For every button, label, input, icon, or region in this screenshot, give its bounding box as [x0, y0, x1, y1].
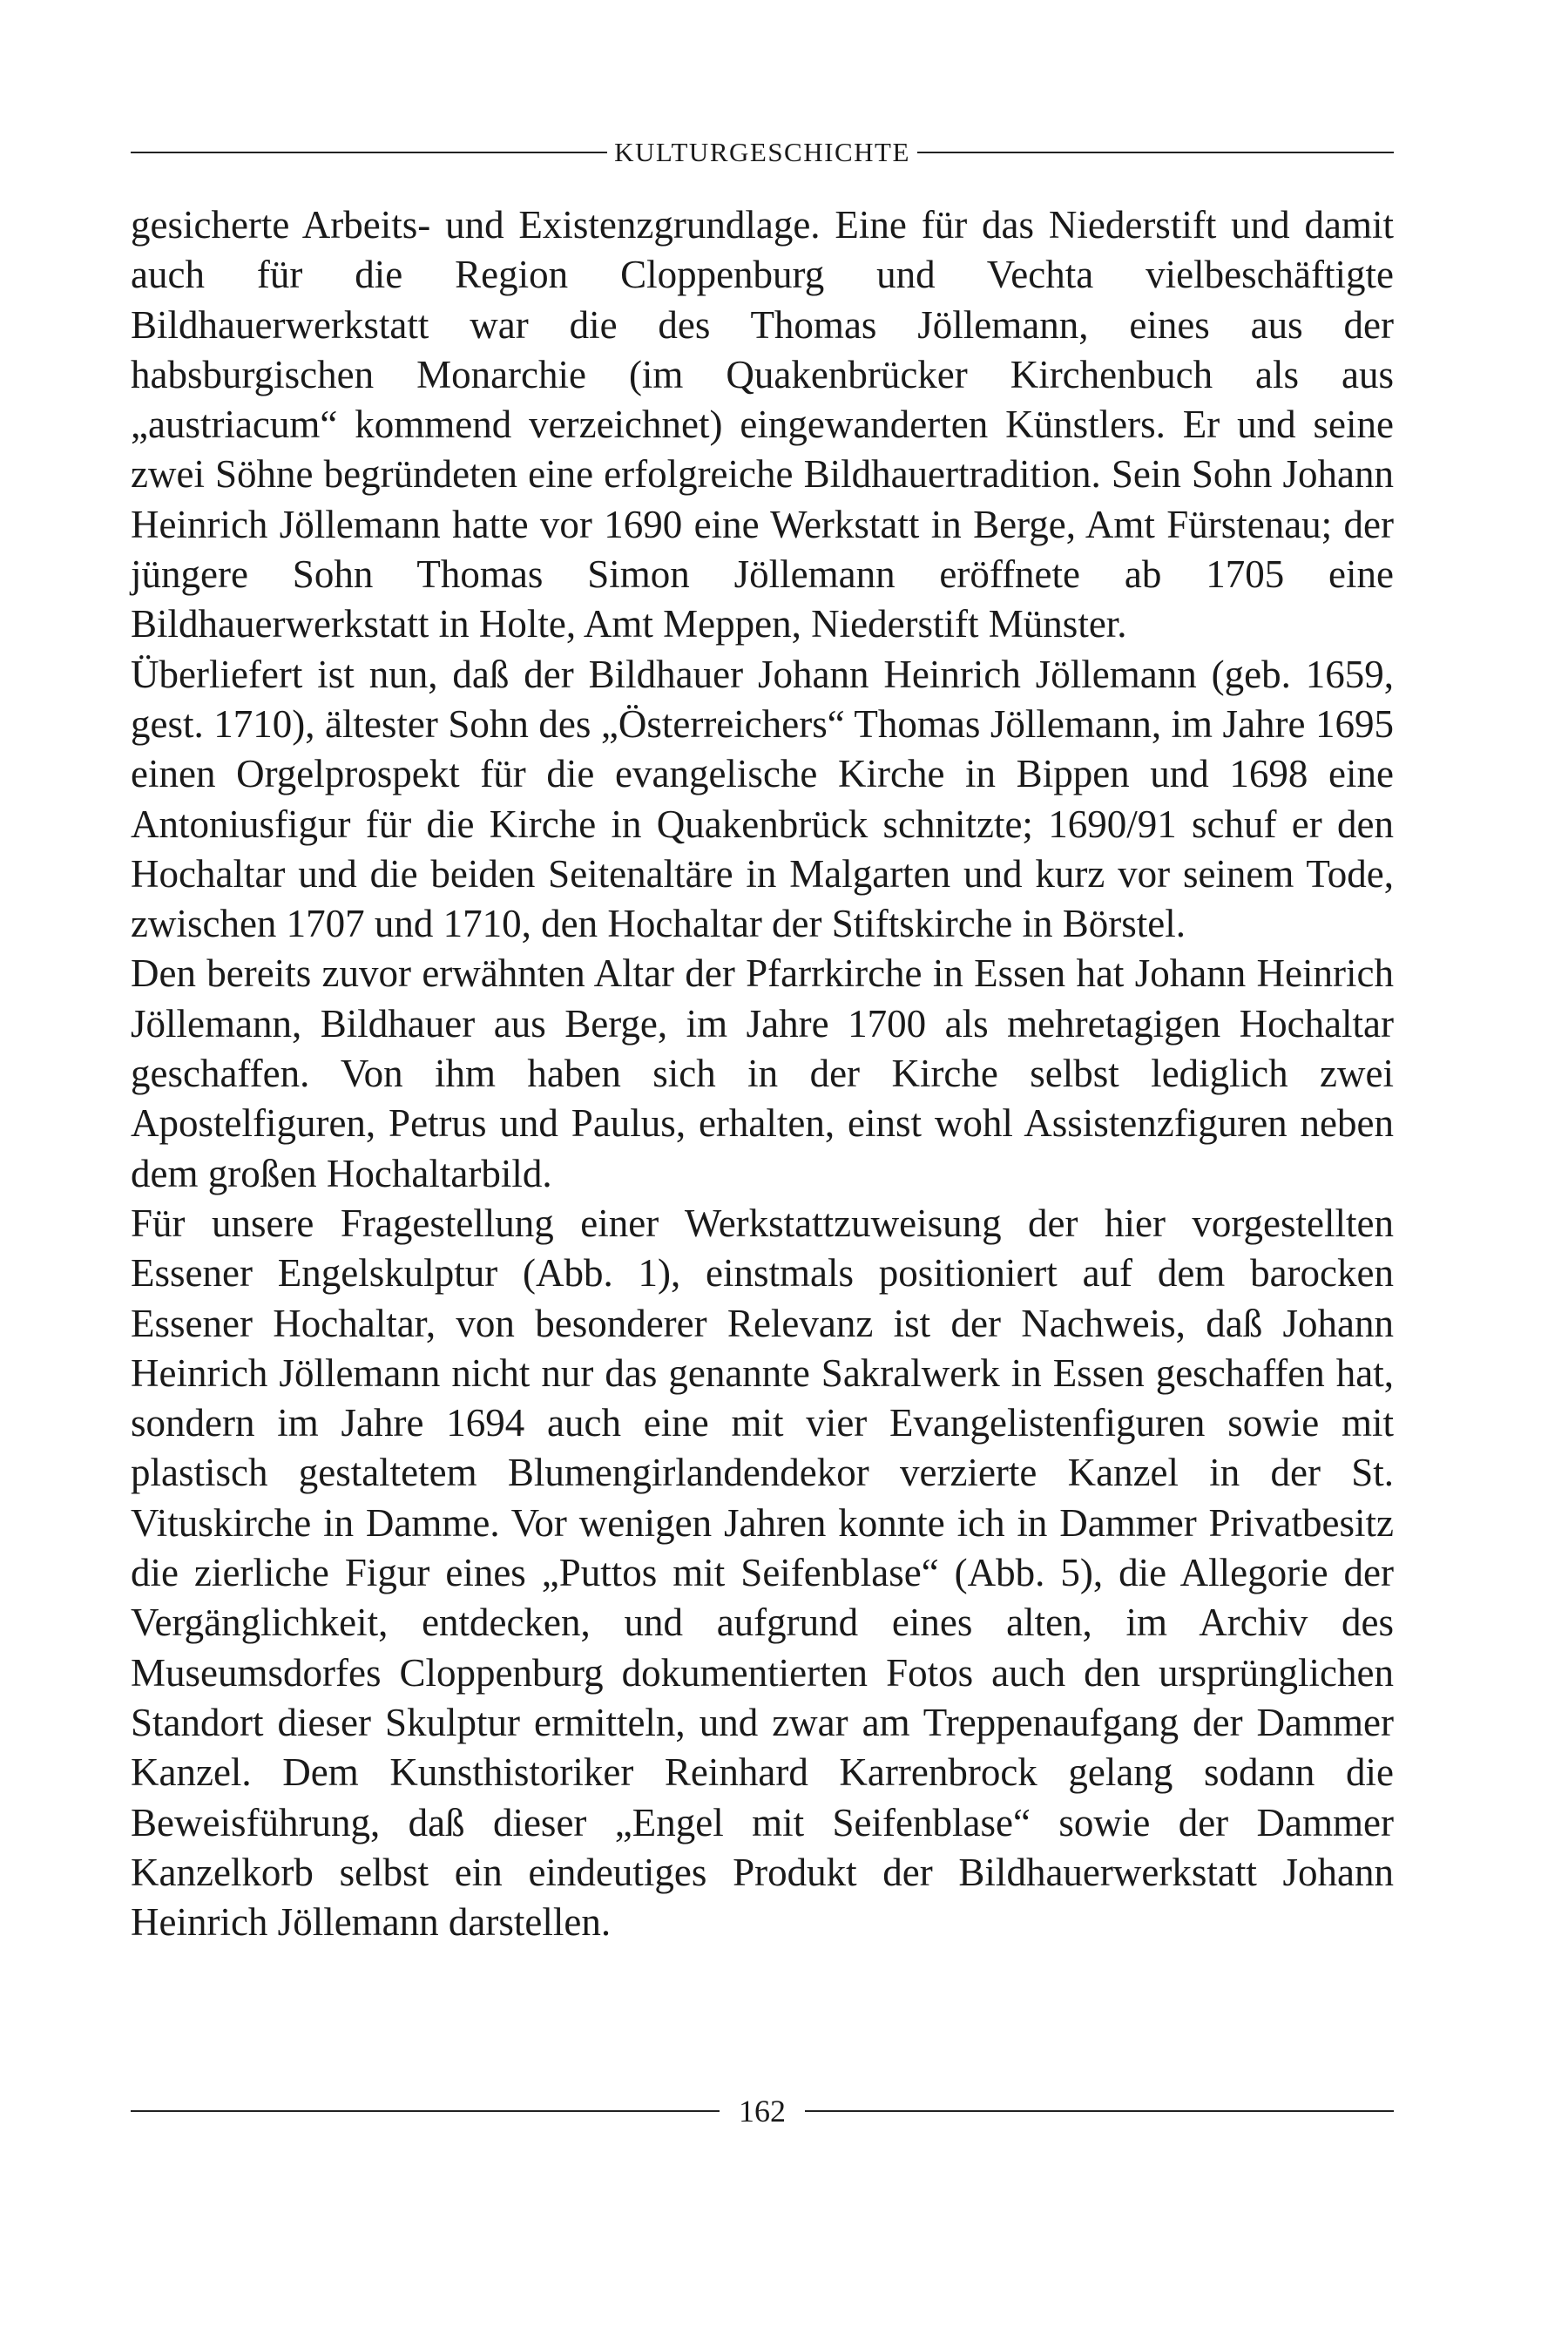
header-rule-right — [917, 152, 1394, 153]
paragraph: Den bereits zuvor erwähnten Altar der Pfarrkirche in Essen hat Johann Heinrich Jöllemann, Bildhauer aus Berge, im Jahre 1700 als mehretagigen Hochaltar geschaffen. Von ihm haben sich in der Kirche selbst lediglich zwei Apostelfiguren, Petrus und Paulus, erhalten, einst wohl Assistenzfiguren neben dem großen Hochaltarbild. — [131, 951, 1394, 1195]
section-title: KULTURGESCHICHTE — [614, 137, 910, 167]
footer-rule-left — [131, 2110, 720, 2112]
page-footer — [131, 2089, 1394, 2133]
paragraph: Überliefert ist nun, daß der Bildhauer Johann Heinrich Jöllemann (geb. 1659, gest. 1710), ältester Sohn des „Österreichers“ Thomas Jöllemann, im Jahre 1695 einen Orgelprospekt für die evangelische Kirche in Bippen und 1698 eine Antoniusfigur für die Kirche in Quakenbrück schnitzte; 1690/91 schuf er den Hochaltar und die beiden Seitenaltäre in Malgarten und kurz vor seinem Tode, zwischen 1707 und 1710, den Hochaltar der Stiftskirche in Börstel. — [131, 652, 1394, 946]
paragraph: Für unsere Fragestellung einer Werkstattzuweisung der hier vorgestellten Essener Engelskulptur (Abb. 1), einstmals positioniert auf dem barocken Essener Hochaltar, von besonderer Relevanz ist der Nachweis, daß Johann Heinrich Jöllemann nicht nur das genannte Sakralwerk in Essen geschaffen hat, sondern im Jahre 1694 auch eine mit vier Evangelistenfiguren sowie mit plastisch gestaltetem Blumengirlandendekor verzierte Kanzel in der St. Vituskirche in Damme. Vor wenigen Jahren konnte ich in Dammer Privatbesitz die zierliche Figur eines „Puttos mit Seifenblase“ (Abb. 5), die Allegorie der Vergänglichkeit, entdecken, und aufgrund eines alten, im Archiv des Museumsdorfes Cloppenburg dokumentierten Fotos auch den ursprünglichen Standort dieser Skulptur ermitteln, und zwar am Treppenaufgang der Dammer Kanzel. Dem Kunsthistoriker Reinhard Karrenbrock gelang sodann die Beweisführung, daß dieser „Engel mit Seifenblase“ sowie der Dammer Kanzelkorb selbst ein eindeutiges Produkt der Bildhauerwerkstatt Johann Heinrich Jöllemann darstellen. — [131, 1201, 1394, 1945]
footer-rule-right — [805, 2110, 1394, 2112]
running-header — [131, 131, 1394, 174]
page-number: 162 — [739, 2094, 786, 2129]
body-text — [131, 200, 1394, 1947]
paragraph: gesicherte Arbeits- und Existenzgrundlage. Eine für das Niederstift und damit auch für die Region Cloppenburg und Vechta vielbeschäftigte Bildhauerwerkstatt war die des Thomas Jöllemann, eines aus der habsburgischen Monarchie (im Quakenbrücker Kirchenbuch als aus „austriacum“ kommend verzeichnet) eingewanderten Künstlers. Er und seine zwei Söhne begründeten eine erfolgreiche Bildhauertradition. Sein Sohn Johann Heinrich Jöllemann hatte vor 1690 eine Werkstatt in Berge, Amt Fürstenau; der jüngere Sohn Thomas Simon Jöllemann eröffnete ab 1705 eine Bildhauerwerkstatt in Holte, Amt Meppen, Niederstift Münster. — [131, 203, 1394, 646]
header-rule-left — [131, 152, 607, 153]
